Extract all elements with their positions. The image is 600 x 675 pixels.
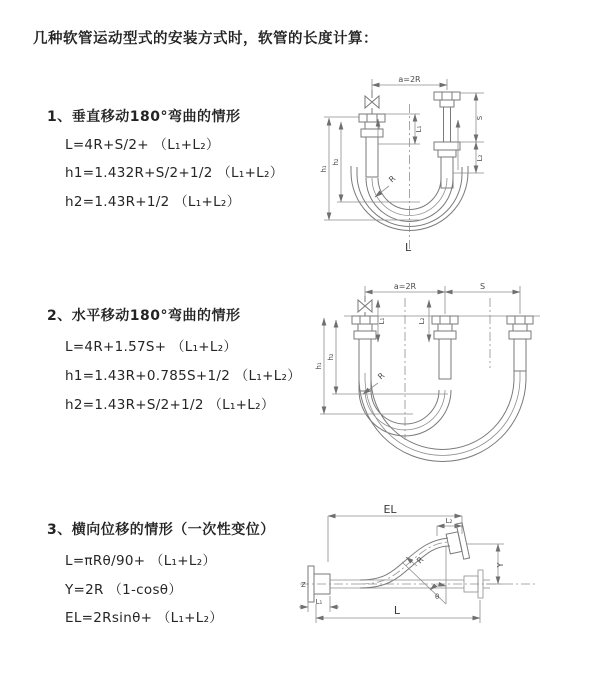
hose-s-curve (360, 538, 450, 588)
right-fitting (434, 92, 460, 188)
dim-h1 (315, 318, 413, 414)
section-1-formula-L: L=4R+S/2+ （L₁+L₂） (65, 137, 220, 153)
dim-l2 (418, 300, 429, 342)
valve-icon (358, 296, 372, 316)
section-1-formula-h1: h1=1.432R+S/2+1/2 （L₁+L₂） (65, 165, 284, 181)
braided-hose-section (439, 339, 451, 379)
section-2-formula-h1: h1=1.43R+0.785S+1/2 （L₁+L₂） (65, 368, 302, 384)
radius-leader (363, 371, 387, 394)
label-l: L (393, 604, 401, 617)
label-r: R (387, 173, 398, 185)
section-2-formula-h2: h2=1.43R+S/2+1/2 （L₁+L₂） (65, 397, 275, 413)
label-h1: h₁ (320, 165, 328, 173)
section-3-formula-EL: EL=2Rsinθ+ （L₁+L₂） (65, 610, 224, 626)
angle-theta (402, 546, 446, 604)
valve-icon (365, 90, 379, 114)
label-l1: L₁ (315, 598, 323, 606)
dim-h2 (332, 122, 420, 202)
label-s: S (479, 282, 486, 291)
label-l: L (405, 241, 412, 254)
label-a2r: a=2R (398, 75, 421, 84)
dim-el (328, 503, 462, 562)
section-3-heading: 3、横向位移的情形（一次性变位） (47, 522, 275, 538)
label-l1: L₁ (378, 317, 386, 325)
label-r: R (376, 370, 387, 382)
label-h1: h₁ (315, 362, 323, 370)
dim-a2r (372, 75, 447, 92)
section-1-heading: 1、垂直移动180°弯曲的情形 (47, 109, 241, 125)
section-3-formula-Y: Y=2R （1-cosθ） (65, 582, 183, 598)
upper-flange (444, 523, 469, 562)
dim-h2 (327, 320, 448, 394)
label-l2: L₂ (445, 517, 453, 525)
dim-a2r (365, 282, 520, 314)
section-2-formula-L: L=4R+1.57S+ （L₁+L₂） (65, 339, 238, 355)
label-h2: h₂ (332, 158, 340, 166)
section-3-formula-L: L=πRθ/90+ （L₁+L₂） (65, 553, 217, 569)
label-el: EL (383, 503, 397, 516)
dim-l1 (378, 300, 386, 342)
hose-u-bends (359, 371, 526, 462)
label-l1: L₁ (415, 125, 423, 133)
diagram-lateral-displacement (296, 500, 600, 650)
dim-h1 (320, 117, 420, 220)
section-2-heading: 2、水平移动180°弯曲的情形 (47, 308, 241, 324)
left-fitting (359, 114, 385, 177)
label-l2: L₂ (418, 317, 426, 325)
label-theta: θ (435, 593, 440, 601)
label-a2r: a=2R (393, 282, 417, 291)
dim-y (466, 544, 505, 584)
dim-s (460, 93, 484, 142)
section-1-formula-h2: h2=1.43R+1/2 （L₁+L₂） (65, 194, 241, 210)
label-s: S (476, 115, 484, 121)
diagram-horizontal-180-bend (308, 278, 600, 473)
right-fitting (507, 316, 533, 371)
label-y: Y (496, 562, 505, 568)
diagram-vertical-180-bend (312, 68, 594, 263)
label-h2: h₂ (327, 353, 335, 361)
braided-hose-section (514, 339, 526, 371)
braided-hose-section (366, 137, 378, 177)
dim-l (316, 600, 480, 623)
label-l2: L₂ (476, 154, 484, 162)
label-r: R (415, 555, 426, 566)
dim-l1 (299, 596, 339, 612)
page-title: 几种软管运动型式的安装方式时，软管的长度计算： (33, 31, 378, 47)
label-z: Z (301, 581, 306, 589)
middle-fitting (432, 316, 458, 379)
dim-s (445, 282, 520, 292)
